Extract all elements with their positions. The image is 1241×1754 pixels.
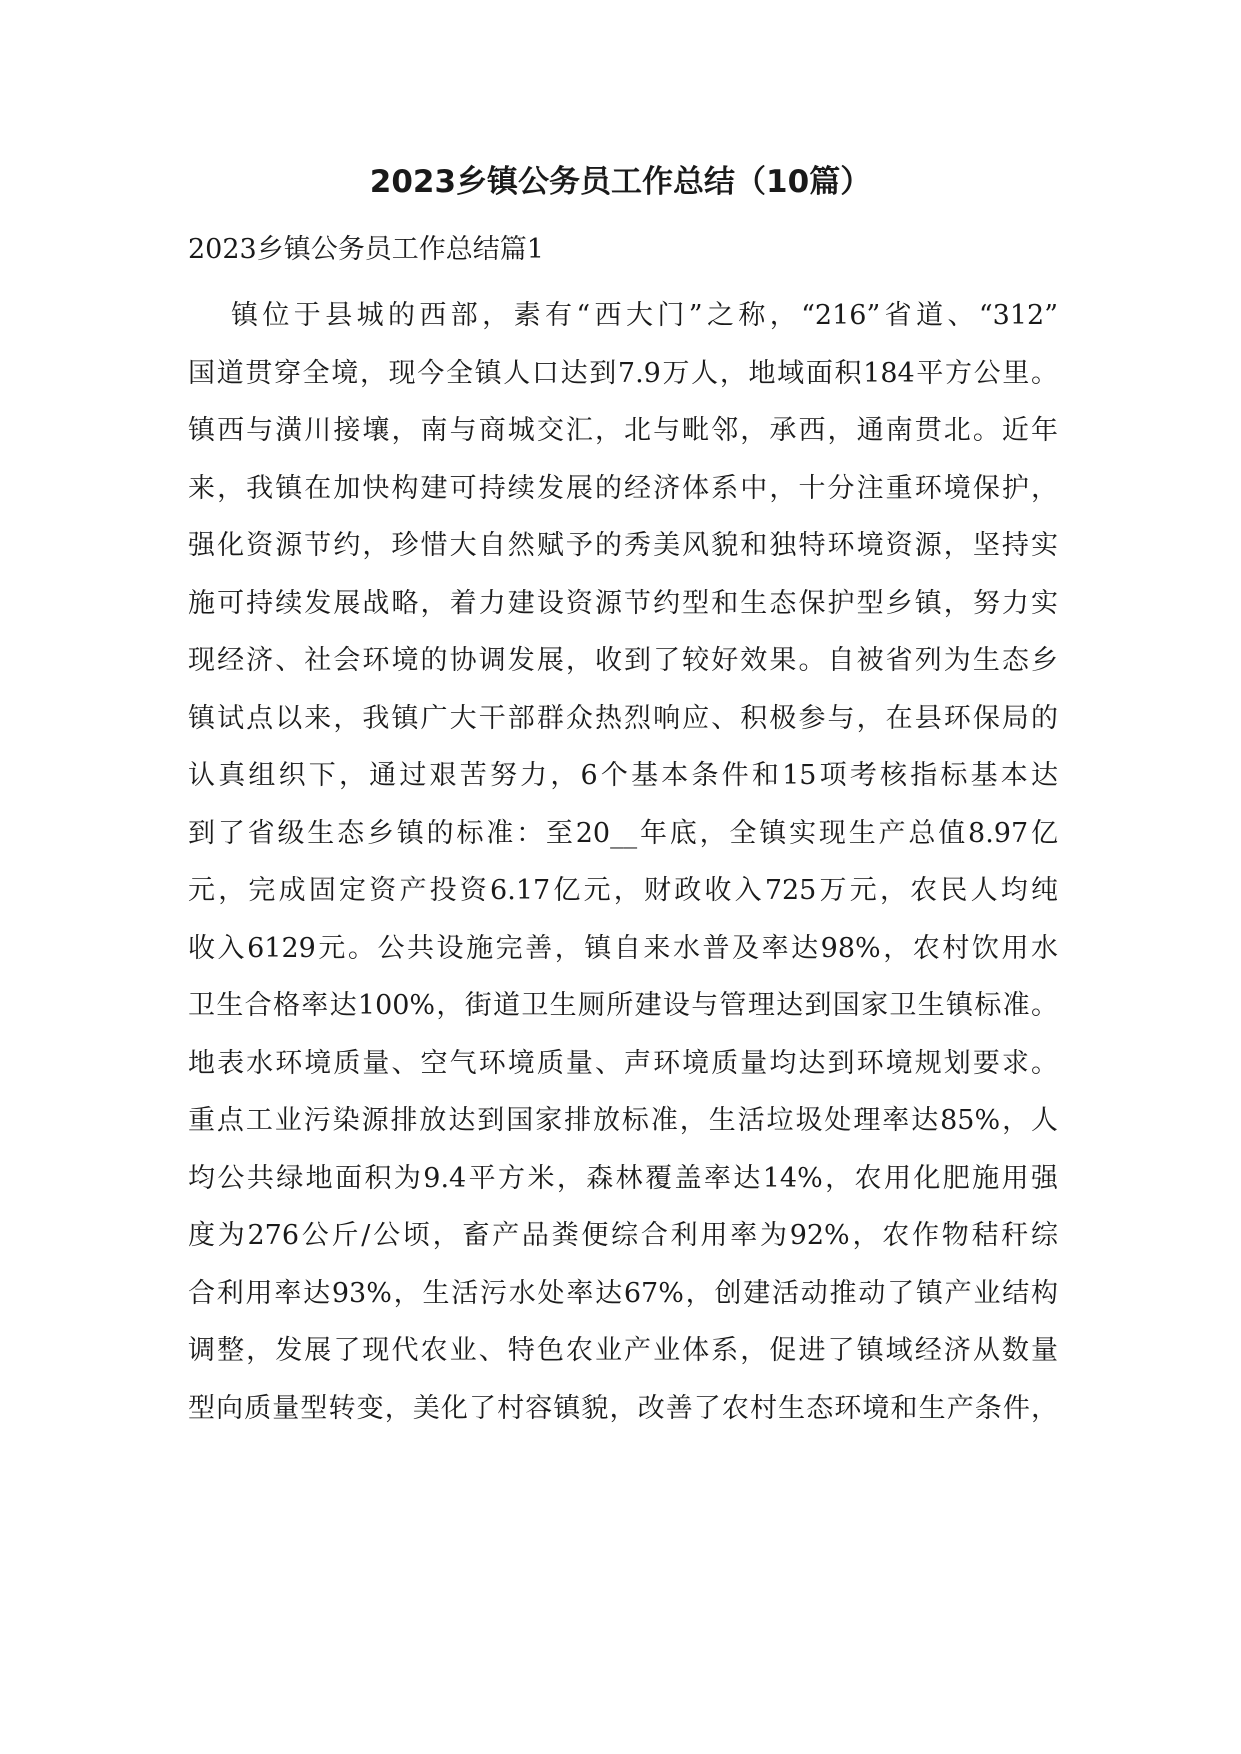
paragraph-line: 施可持续发展战略，着力建设资源节约型和生态保护型乡镇，努力实 bbox=[188, 587, 1058, 619]
paragraph-line: 型向质量型转变，美化了村容镇貌，改善了农村生态环境和生产条件， bbox=[188, 1392, 1058, 1424]
paragraph-line: 重点工业污染源排放达到国家排放标准，生活垃圾处理率达85%，人 bbox=[188, 1105, 1058, 1136]
paragraph-line: 镇试点以来，我镇广大干部群众热烈响应、积极参与，在县环保局的 bbox=[188, 702, 1058, 734]
body-paragraph bbox=[188, 287, 1058, 1437]
paragraph-line: 认真组织下，通过艰苦努力，6个基本条件和15项考核指标基本达 bbox=[188, 760, 1058, 791]
paragraph-line: 度为276公斤/公顷，畜产品粪便综合利用率为92%，农作物秸秆综 bbox=[188, 1220, 1058, 1251]
section-heading: 2023乡镇公务员工作总结篇1 bbox=[188, 234, 544, 265]
document-title: 2023乡镇公务员工作总结（10篇） bbox=[369, 164, 872, 200]
paragraph-line: 镇西与潢川接壤，南与商城交汇，北与毗邻，承西，通南贯北。近年 bbox=[188, 415, 1058, 446]
paragraph-line: 来，我镇在加快构建可持续发展的经济体系中，十分注重环境保护， bbox=[188, 472, 1058, 504]
paragraph-line: 到了省级生态乡镇的标准：至20__年底，全镇实现生产总值8.97亿 bbox=[188, 817, 1058, 849]
paragraph-line: 强化资源节约，珍惜大自然赋予的秀美风貌和独特环境资源，坚持实 bbox=[188, 530, 1058, 561]
paragraph-line: 现经济、社会环境的协调发展，收到了较好效果。自被省列为生态乡 bbox=[188, 645, 1058, 676]
paragraph-line: 元，完成固定资产投资6.17亿元，财政收入725万元，农民人均纯 bbox=[188, 875, 1058, 906]
paragraph-line: 合利用率达93%，生活污水处率达67%，创建活动推动了镇产业结构 bbox=[188, 1277, 1058, 1309]
paragraph-line: 镇位于县城的西部，素有“西大门”之称，“216”省道、“312” bbox=[231, 300, 1058, 331]
paragraph-line: 地表水环境质量、空气环境质量、声环境质量均达到环境规划要求。 bbox=[188, 1047, 1058, 1079]
paragraph-line: 国道贯穿全境，现今全镇人口达到7.9万人，地域面积184平方公里。 bbox=[188, 357, 1058, 389]
paragraph-line: 卫生合格率达100%，街道卫生厕所建设与管理达到国家卫生镇标准。 bbox=[188, 990, 1058, 1021]
paragraph-line: 收入6129元。公共设施完善，镇自来水普及率达98%，农村饮用水 bbox=[188, 932, 1058, 964]
paragraph-line: 均公共绿地面积为9.4平方米，森林覆盖率达14%，农用化肥施用强 bbox=[188, 1162, 1058, 1194]
paragraph-line: 调整，发展了现代农业、特色农业产业体系，促进了镇域经济从数量 bbox=[188, 1335, 1058, 1366]
